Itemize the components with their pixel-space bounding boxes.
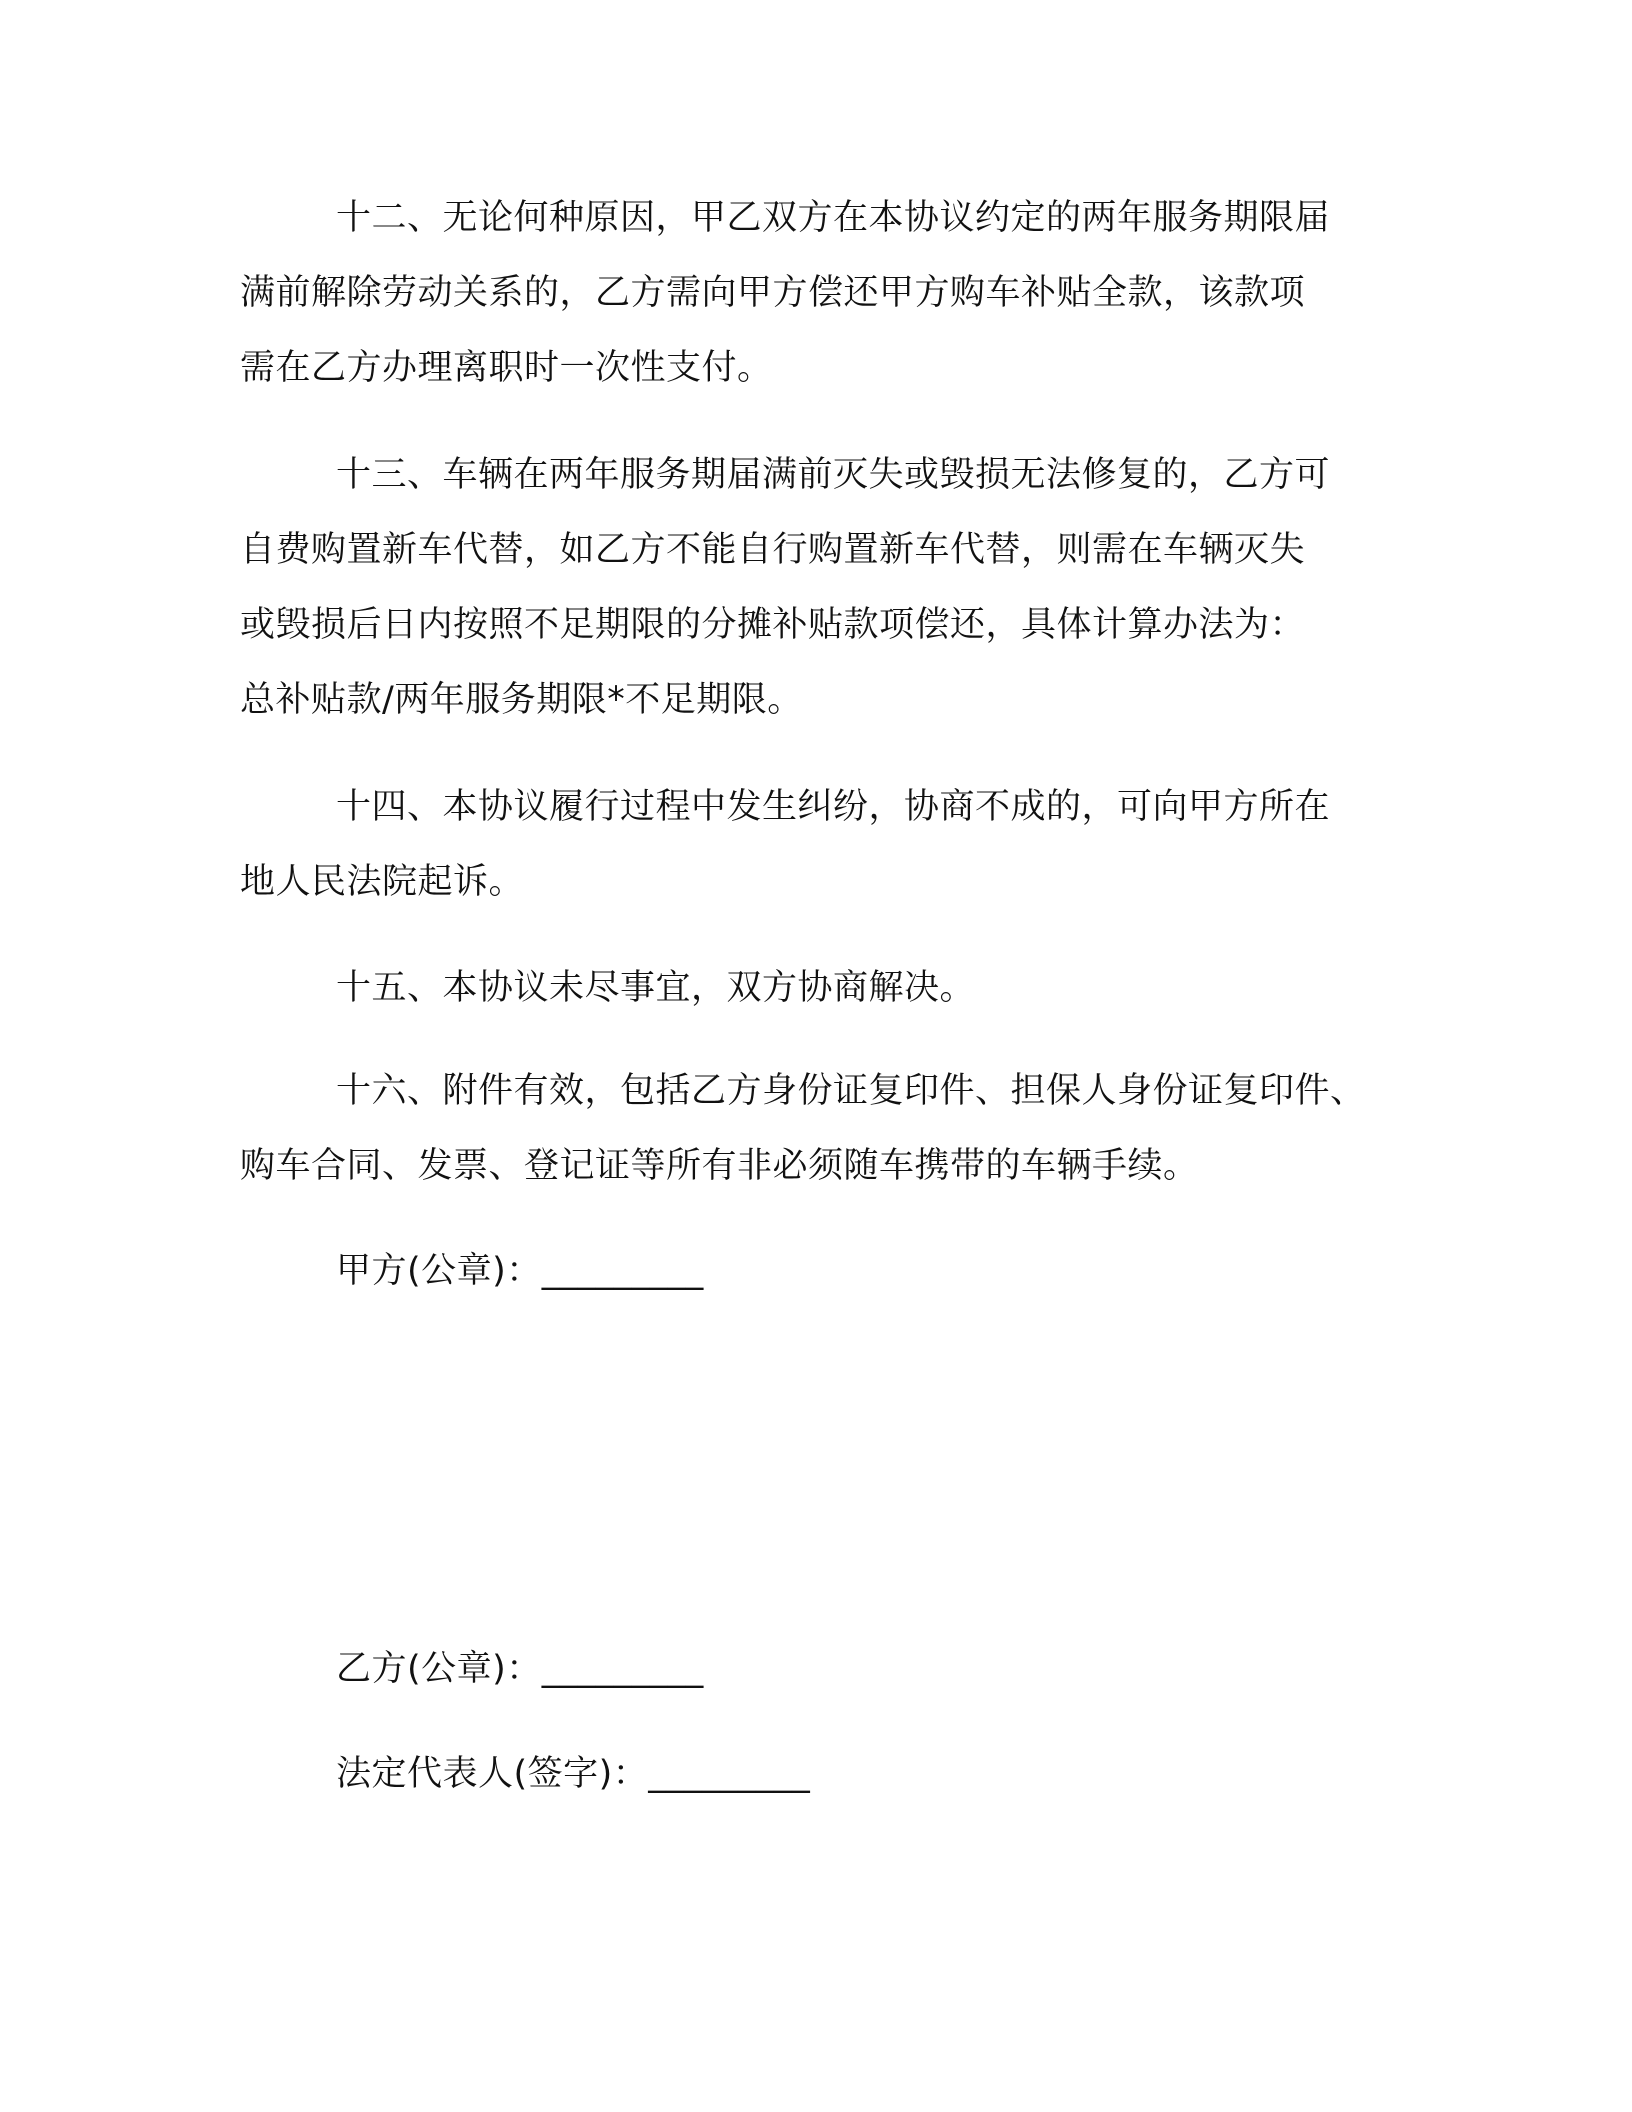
clause-16-line-1: 十六、附件有效，包括乙方身份证复印件、担保人身份证复印件、 — [336, 1071, 1366, 1111]
party-a-seal-line: 甲方(公章)：_________ — [336, 1251, 704, 1291]
party-b-seal-line: 乙方(公章)：_________ — [336, 1649, 704, 1689]
clause-15-line-1: 十五、本协议未尽事宜，双方协商解决。 — [336, 968, 976, 1008]
clause-12-line-2: 满前解除劳动关系的，乙方需向甲方偿还甲方购车补贴全款，该款项 — [240, 273, 1306, 313]
clause-14-line-1: 十四、本协议履行过程中发生纠纷，协商不成的，可向甲方所在 — [336, 787, 1331, 827]
clause-12-line-3: 需在乙方办理离职时一次性支付。 — [240, 348, 773, 388]
legal-representative-signature-line: 法定代表人(签字)：_________ — [336, 1754, 811, 1794]
clause-14-line-2: 地人民法院起诉。 — [240, 862, 525, 902]
clause-13-line-4: 总补贴款/两年服务期限*不足期限。 — [240, 680, 803, 720]
clause-13-line-1: 十三、车辆在两年服务期届满前灭失或毁损无法修复的，乙方可 — [336, 455, 1331, 495]
clause-13-line-2: 自费购置新车代替，如乙方不能自行购置新车代替，则需在车辆灭失 — [240, 530, 1306, 570]
clause-16-line-2: 购车合同、发票、登记证等所有非必须随车携带的车辆手续。 — [240, 1146, 1199, 1186]
clause-13-line-3: 或毁损后日内按照不足期限的分摊补贴款项偿还，具体计算办法为： — [240, 605, 1306, 645]
clause-12-line-1: 十二、无论何种原因，甲乙双方在本协议约定的两年服务期限届 — [336, 198, 1331, 238]
